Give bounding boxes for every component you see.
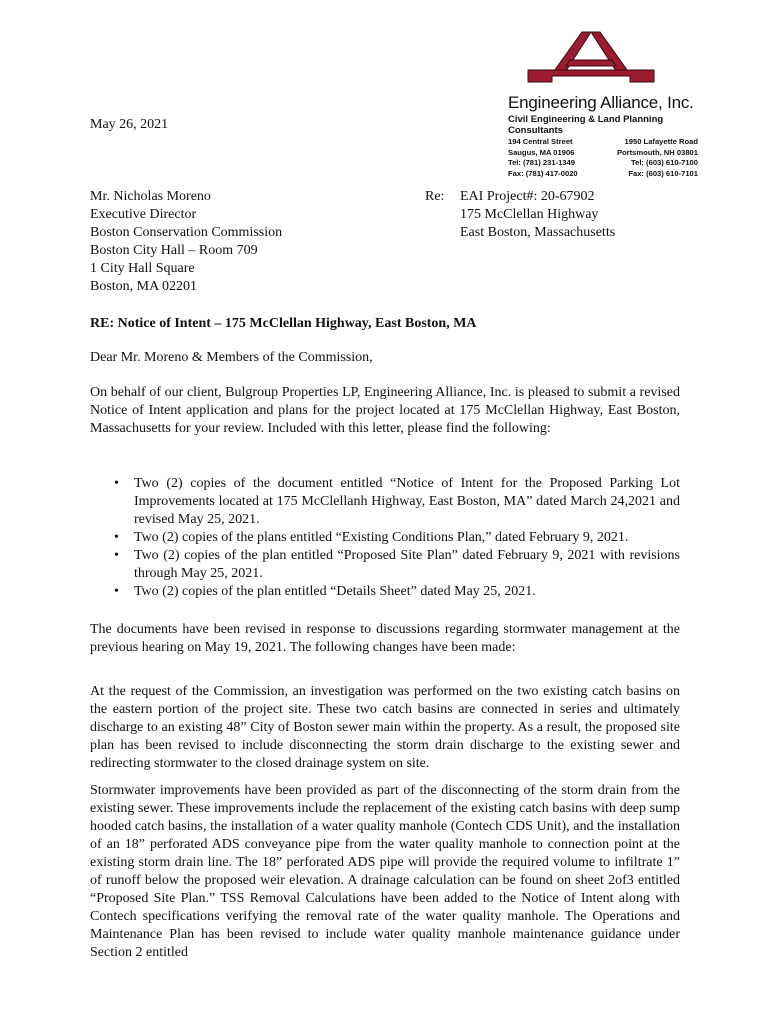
intro-paragraph: On behalf of our client, Bulgroup Properties LP, Engineering Alliance, Inc. is pleased to submit a revised Notice of Intent application and plans for the project located at 175 McClellan Highway, East Boston, Massachusetts for your review. Included with this letter, please find the following: <box>90 385 680 436</box>
recipient-line: 1 City Hall Square <box>90 261 195 276</box>
reference-label: Re: <box>425 189 445 204</box>
reference-block <box>425 188 615 242</box>
recipient-line: Boston City Hall – Room 709 <box>90 243 258 258</box>
bullet-icon: • <box>114 584 119 599</box>
company-tagline: Civil Engineering & Land Planning Consultants <box>508 114 664 136</box>
list-item: • Two (2) copies of the document entitled “Notice of Intent for the Proposed Parking Lot Improvements located at 175 McClellanh Highway, East Boston, MA” dated March 24,2021 and revised May 25, 2021. <box>114 476 680 527</box>
letter-date: May 26, 2021 <box>90 117 169 132</box>
bullet-icon: • <box>114 530 119 545</box>
subject-line: RE: Notice of Intent – 175 McClellan Highway, East Boston, MA <box>90 316 477 331</box>
company-letterhead <box>508 30 698 179</box>
reference-line: EAI Project#: 20-67902 <box>460 189 595 204</box>
bullet-icon: • <box>114 548 119 563</box>
salutation: Dear Mr. Moreno & Members of the Commission, <box>90 350 373 365</box>
list-item: • Two (2) copies of the plan entitled “Details Sheet” dated May 25, 2021. <box>114 584 536 599</box>
company-logo-icon <box>526 30 656 92</box>
reference-line: 175 McClellan Highway <box>460 207 599 222</box>
bullet-icon: • <box>114 476 119 491</box>
enclosure-list <box>108 475 680 601</box>
improvements-paragraph: Stormwater improvements have been provided as part of the disconnecting of the storm drain from the existing sewer. These improvements include the replacement of the existing catch basins with deep sump hooded catch basins, the installation of a water quality manhole (Contech CDS Unit), and the installation of an 18” perforated ADS conveyance pipe from the water quality manhole to connection point at the existing storm drain line. The 18” perforated ADS pipe will provide the required volume to infiltrate 1” of runoff below the proposed weir elevation. A drainage calculation can be found on sheet 2of3 entitled “Proposed Site Plan.” TSS Removal Calculations have been added to the Notice of Intent along with Contech specifications verifying the removal rate of the water quality manhole. The Operations and Maintenance Plan has been revised to include water quality manhole maintenance guidance under Section 2 entitled <box>90 783 680 960</box>
recipient-line: Boston Conservation Commission <box>90 225 283 240</box>
reference-line: East Boston, Massachusetts <box>460 225 616 240</box>
list-item: • Two (2) copies of the plans entitled “Existing Conditions Plan,” dated February 9, 2021. <box>114 530 629 545</box>
list-item: • Two (2) copies of the plan entitled “Proposed Site Plan” dated February 9, 2021 with revisions through May 25, 2021. <box>114 548 680 581</box>
office-addresses <box>508 137 698 179</box>
recipient-line: Mr. Nicholas Moreno <box>90 189 211 204</box>
office-address-saugus: 194 Central Street Saugus, MA 01906 Tel: (781) 231-1349 Fax: (781) 417-0020 <box>508 137 578 178</box>
recipient-line: Boston, MA 02201 <box>90 279 197 294</box>
recipient-address <box>90 188 282 296</box>
investigation-paragraph: At the request of the Commission, an investigation was performed on the two existing catch basins on the eastern portion of the project site. These two catch basins are connected in series and ultimately discharge to an existing 48” City of Boston sewer main within the property. As a result, the proposed site plan has been revised to include disconnecting the storm drain discharge to the existing sewer and redirecting stormwater to the closed drainage system on site. <box>90 684 680 771</box>
revisions-paragraph: The documents have been revised in response to discussions regarding stormwater management at the previous hearing on May 19, 2021. The following changes have been made: <box>90 622 680 655</box>
recipient-line: Executive Director <box>90 207 197 222</box>
reference-lines <box>460 188 615 242</box>
company-name: Engineering Alliance, Inc. <box>508 93 694 112</box>
office-address-portsmouth: 1950 Lafayette Road Portsmouth, NH 03801 Tel: (603) 610-7100 Fax: (603) 610-7101 <box>616 137 698 178</box>
